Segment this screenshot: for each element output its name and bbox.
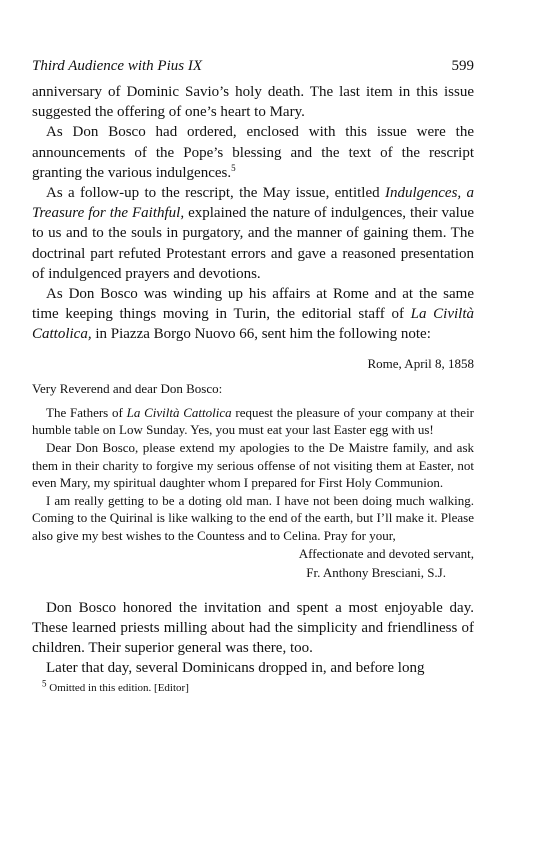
letter-journal-title: La Civiltà Cattolica: [126, 404, 232, 420]
footnote-reference: 5: [231, 162, 236, 173]
footnote-text: Omitted in this edition. [Editor]: [46, 681, 189, 694]
paragraph-2: [32, 122, 474, 183]
letter-dateline: Rome, April 8, 1858: [367, 355, 474, 371]
paragraph-3-text-b: explained the nature of indulgences, their value to us and to the souls in purgatory, and the manner of gaining them. The doctrinal part refuted Protestant errors and gave a reasoned presentation of indulgenced prayers and devotions.: [32, 205, 474, 282]
letter-signature: Fr. Anthony Bresciani, S.J.: [306, 565, 446, 581]
letter-paragraph-1: [32, 404, 474, 439]
letter-closing: Affectionate and devoted servant,: [298, 545, 474, 561]
paragraph-6: Later that day, several Dominicans dropped in, and before long: [46, 660, 425, 677]
letter-paragraph-1-text-a: The Fathers of: [46, 404, 127, 420]
quoted-letter: [32, 355, 474, 582]
paragraph-1: anniversary of Dominic Savio’s holy death. The last item in this issue suggested the offering of one’s heart to Mary.: [32, 84, 474, 121]
publication-title: Indulgences, a Treasure for the Faithful,: [32, 185, 474, 222]
journal-title: La Civiltà Cattolica,: [32, 306, 474, 343]
letter-paragraph-1-text-b: request the pleasure of your company at their humble table on Low Sunday. Yes, you must eat your last Easter egg with us!: [32, 404, 475, 438]
footnote: [32, 677, 474, 695]
page-number: 599: [451, 58, 474, 74]
paragraph-4: [32, 284, 474, 345]
paragraph-2-text: As Don Bosco had ordered, enclosed with this issue were the announcements of the Pope’s blessing and the text of the rescript granting the various indulgences.: [32, 124, 474, 181]
letter-paragraph-2: Dear Don Bosco, please extend my apologies to the De Maistre family, and ask them in their charity to forgive my serious offense of not visiting them at Easter, not even Mary, my spiritual daughter whom I prepared for First Holy Communion.: [32, 440, 474, 491]
paragraph-4-text-a: As Don Bosco was winding up his affairs at Rome and at the same time keeping things moving in Turin, the editorial staff of: [32, 286, 474, 323]
letter-salutation: Very Reverend and dear Don Bosco:: [32, 381, 223, 397]
paragraph-3: [32, 183, 474, 284]
footnote-marker: 5: [42, 677, 47, 688]
paragraph-5: Don Bosco honored the invitation and spent a most enjoyable day. These learned priests milling about had the simplicity and friendliness of children. Their superior general was there, too.: [32, 599, 474, 657]
paragraph-3-text-a: As a follow-up to the rescript, the May issue, entitled: [46, 185, 385, 202]
page-body: [32, 82, 474, 695]
paragraph-4-text-b: in Piazza Borgo Nuovo 66, sent him the following note:: [91, 326, 431, 343]
running-title: Third Audience with Pius IX: [32, 58, 202, 74]
letter-paragraph-3: I am really getting to be a doting old man. I have not been doing much walking. Coming to the Quirinal is like walking to the end of the earth, but I’ll make it. Please also give my best wishes to the Countess and to Celina. Pray for your,: [32, 492, 474, 543]
running-header: [32, 57, 474, 75]
